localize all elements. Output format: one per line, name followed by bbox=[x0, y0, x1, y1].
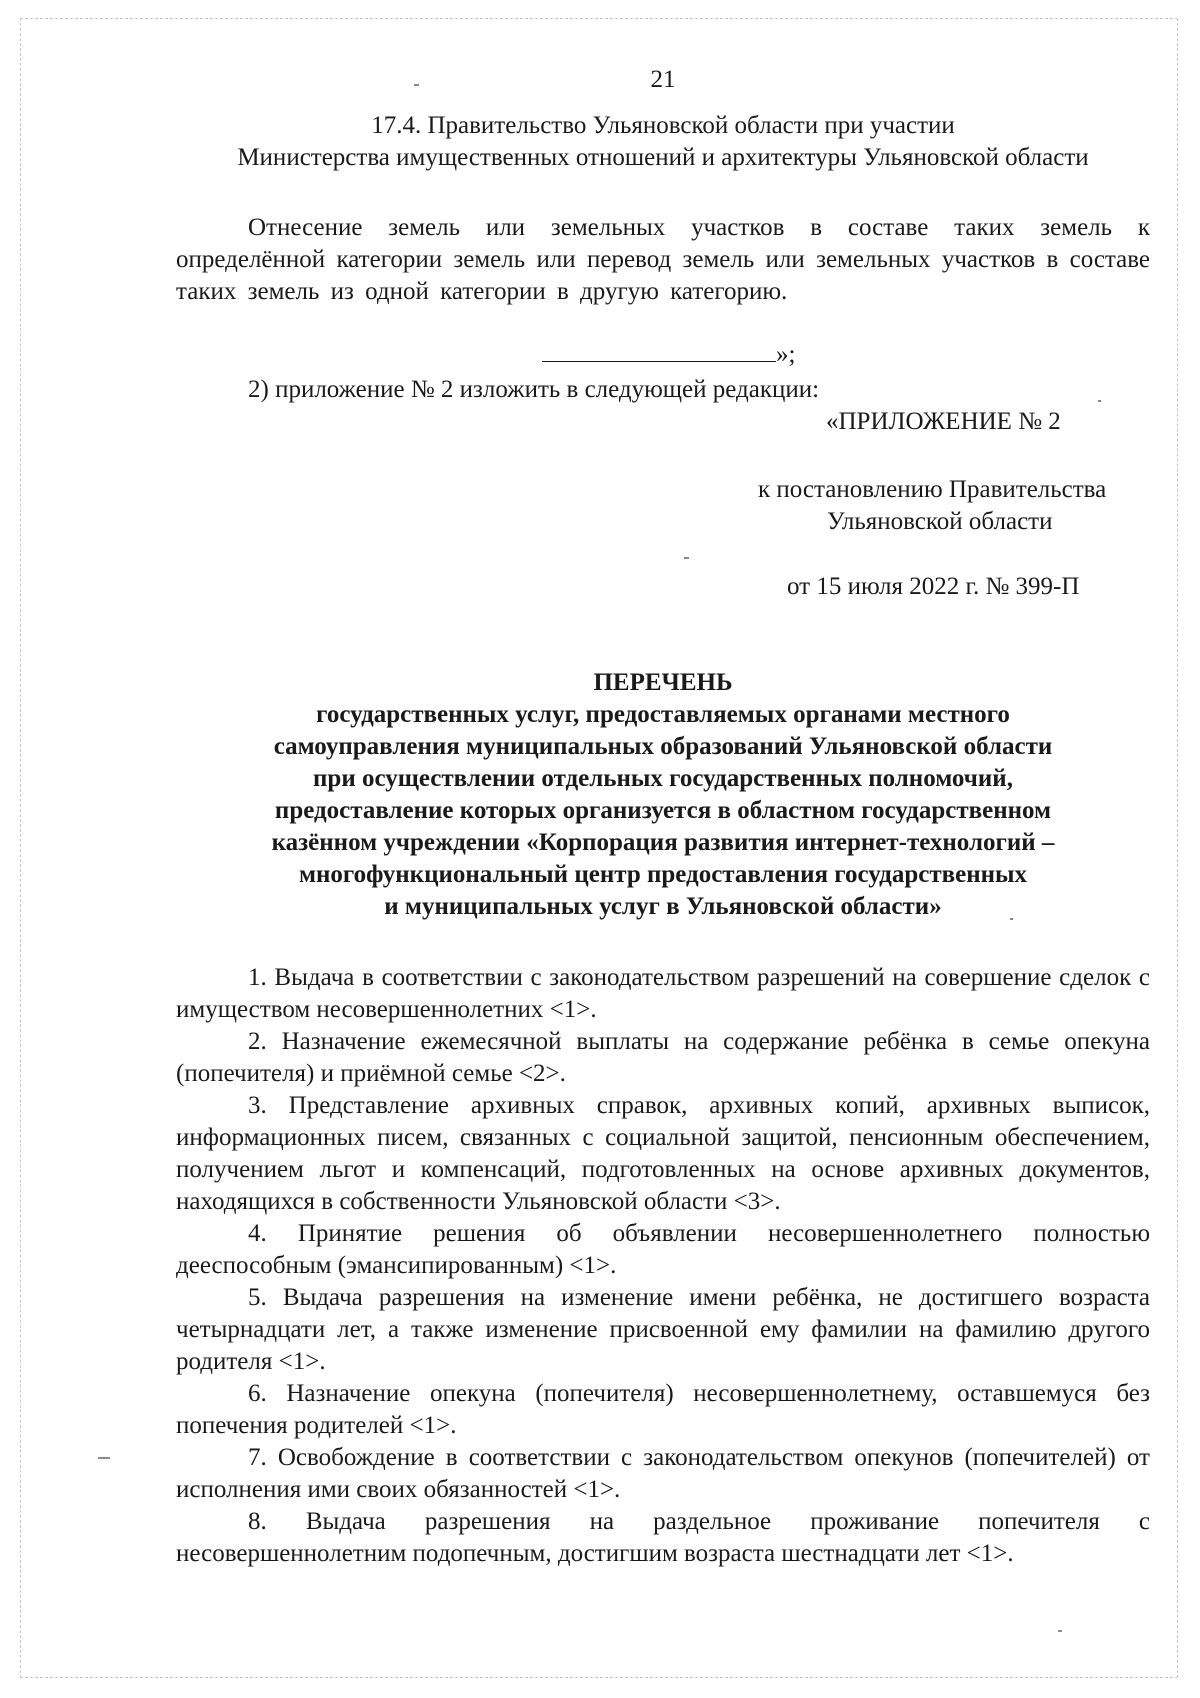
section-body bbox=[176, 212, 1150, 308]
list-item: 3. Представление архивных справок, архивных копий, архивных выписок, информационных писем, связанных с социальной защитой, пенсионным обеспечением, получением льгот и компенсаций, подготовленных на основе архивных документов, находящихся в собственности Ульяновской области <3>. bbox=[176, 1092, 1150, 1215]
section-heading-line-1: 17.4. Правительство Ульяновской области при участии bbox=[371, 112, 955, 139]
title-line: и муниципальных услуг в Ульяновской области» bbox=[384, 893, 942, 920]
scan-speck bbox=[684, 557, 689, 559]
title-line: государственных услуг, предоставляемых органами местного bbox=[316, 701, 1010, 728]
appendix-to-line-2: Ульяновской области bbox=[827, 508, 1053, 535]
appendix-label: «ПРИЛОЖЕНИЕ № 2 bbox=[826, 408, 1061, 435]
title-line: казённом учреждении «Корпорация развития интернет-технологий – bbox=[271, 829, 1055, 856]
scan-speck bbox=[1098, 400, 1101, 402]
list-item: 8. Выдача разрешения на раздельное проживание попечителя с несовершеннолетним подопечным, достигшим возраста шестнадцати лет <1>. bbox=[176, 1508, 1150, 1567]
section-heading-line-2: Министерства имущественных отношений и архитектуры Ульяновской области bbox=[237, 144, 1089, 171]
scan-speck bbox=[1058, 1630, 1062, 1632]
title-line: при осуществлении отдельных государственных полномочий, bbox=[313, 765, 1013, 792]
section-text: Отнесение земель или земельных участков в составе таких земель к определённой категории земель или перевод земель или земельных участков в составе таких земель из одной категории в другую категорию. bbox=[176, 214, 1150, 305]
list-item: 7. Освобождение в соответствии с законодательством опекунов (попечителей) от исполнения ими своих обязанностей <1>. bbox=[176, 1444, 1150, 1503]
closing-line bbox=[542, 339, 795, 371]
closing-quote: »; bbox=[776, 341, 796, 368]
title-line: предоставление которых организуется в областном государственном bbox=[274, 797, 1052, 824]
services-list bbox=[176, 962, 1150, 1570]
amendment-text: 2) приложение № 2 изложить в следующей редакции: bbox=[248, 376, 820, 403]
title-line: самоуправления муниципальных образований Ульяновской области bbox=[273, 733, 1053, 760]
list-item: 4. Принятие решения об объявлении несовершеннолетнего полностью дееспособным (эмансипированным) <1>. bbox=[176, 1220, 1150, 1279]
list-item: 2. Назначение ежемесячной выплаты на содержание ребёнка в семье опекуна (попечителя) и приёмной семье <2>. bbox=[176, 1028, 1150, 1087]
appendix-to-line-1: к постановлению Правительства bbox=[758, 476, 1107, 503]
title-heading: ПЕРЕЧЕНЬ bbox=[593, 669, 733, 696]
document-title bbox=[176, 667, 1150, 923]
list-item: 1. Выдача в соответствии с законодательством разрешений на совершение сделок с имуществом несовершеннолетних <1>. bbox=[176, 964, 1150, 1023]
list-item: 6. Назначение опекуна (попечителя) несовершеннолетнему, оставшемуся без попечения родителей <1>. bbox=[176, 1380, 1150, 1439]
appendix-date: от 15 июля 2022 г. № 399-П bbox=[787, 573, 1080, 600]
blank-line bbox=[542, 341, 776, 362]
title-line: многофункциональный центр предоставления государственных bbox=[298, 861, 1028, 888]
page-number: 21 bbox=[650, 66, 676, 93]
scan-speck bbox=[98, 1457, 110, 1459]
list-item: 5. Выдача разрешения на изменение имени ребёнка, не достигшего возраста четырнадцати лет, а также изменение присвоенной ему фамилии на фамилию другого родителя <1>. bbox=[176, 1284, 1150, 1375]
